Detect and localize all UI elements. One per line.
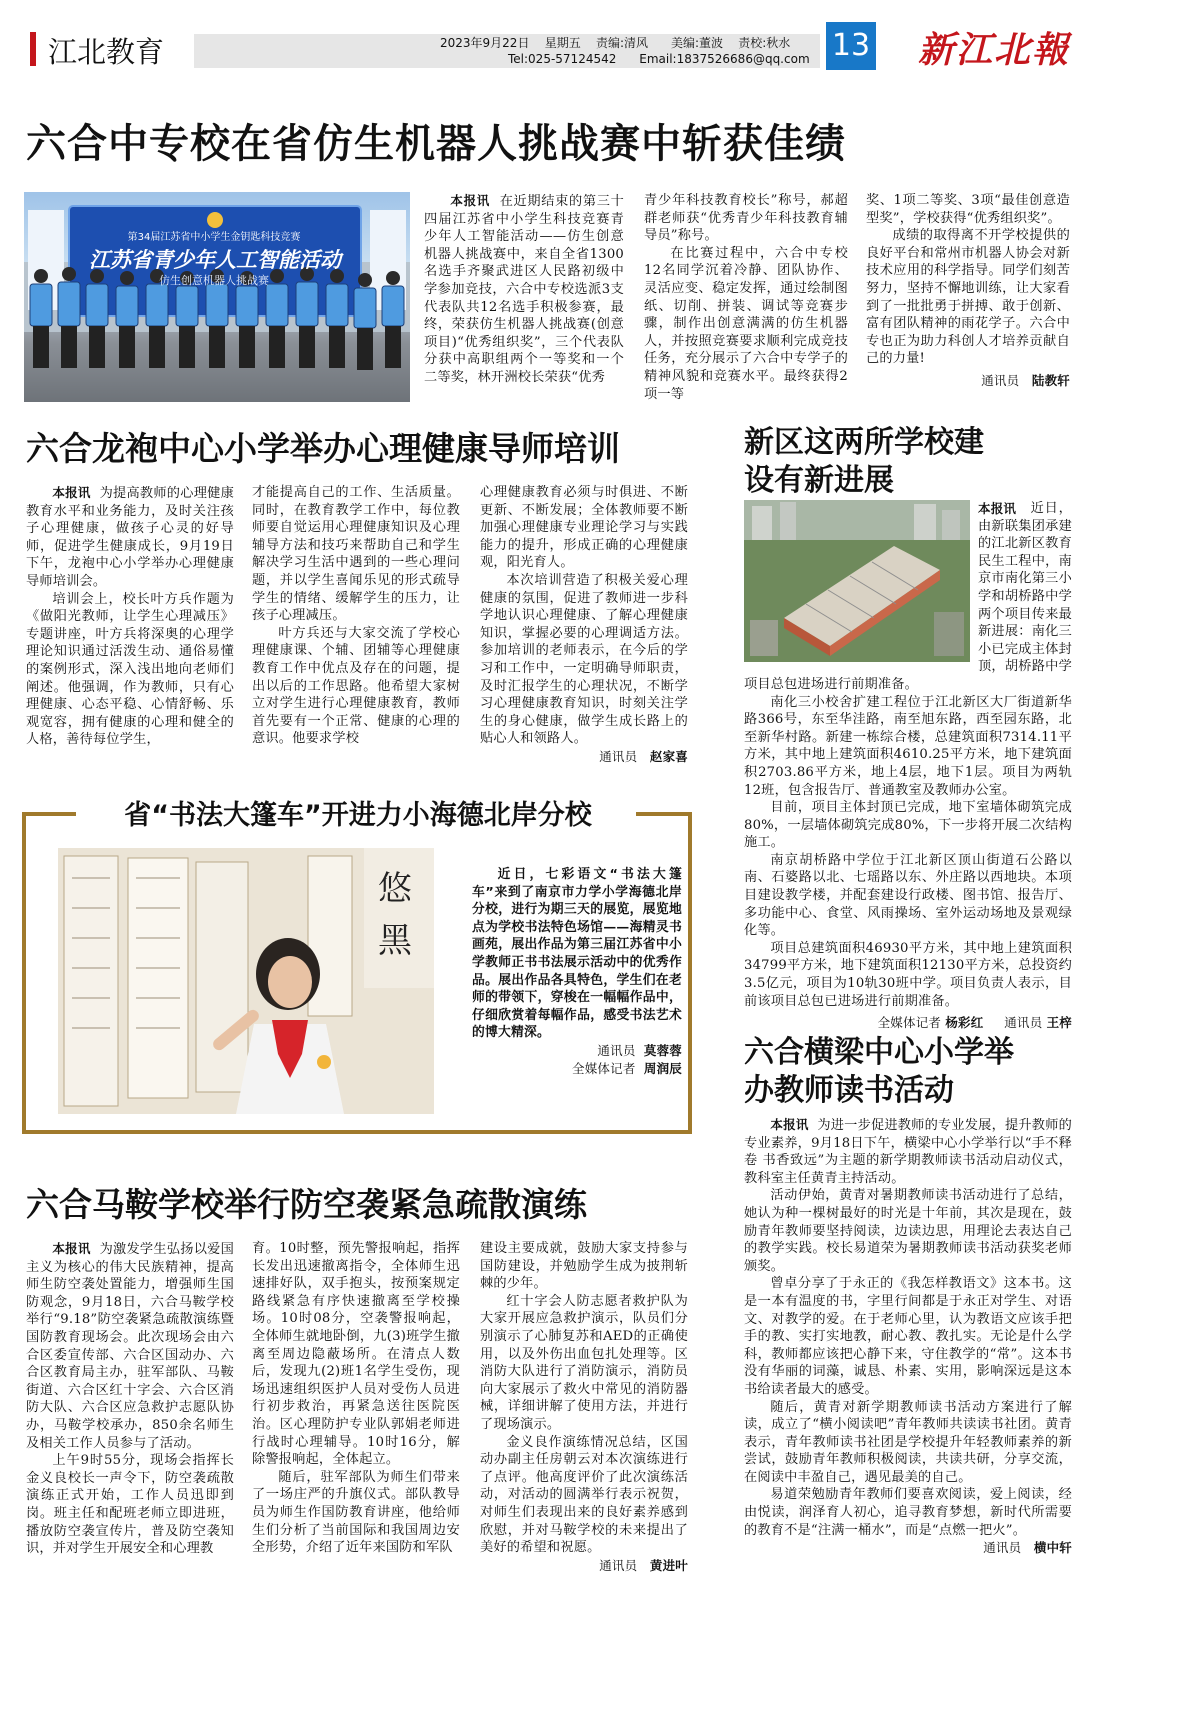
article2-text-1b: 培训会上，校长叶方兵作题为《做阳光教师，让学生心理减压》专题讲座，叶方兵将深奥的心理学理论知识通过活泼生动、通俗易懂的案例形式，深入浅出地向老师们阐述。他强调，作为教师，只有心理健康、心态平稳、心情舒畅、乐观宽容，拥有健康的心理和健全的人格，善待每位学生，: [26, 591, 234, 748]
article2-col3: [480, 484, 688, 766]
article4-byline-1: 通讯员 莫蓉蓉: [597, 1042, 682, 1058]
robot-team-photo: [24, 192, 410, 402]
article6-text-3c: 金义良作演练情况总结，区国动办副主任房朝云对本次演练进行了点评。他高度评价了此次演练活动，对活动的圆满举行表示祝贺，对师生们表现出来的良好素养感到欣慰，并对马鞍学校的未来提出了美好的希望和祝愿。: [480, 1434, 688, 1556]
art-editor: 美编:董波: [670, 36, 723, 50]
article1-text-3a: 奖、1项二等奖、3项“最佳创意造型奖”，学校获得“优秀组织奖”。: [866, 193, 1070, 226]
article1-text-2b: 在比赛过程中，六合中专校12名同学沉着冷静、团队协作、灵活应变、稳定发挥，通过绘制图纸、切削、拼装、调试等竞赛步骤，制作出创意满满的仿生机器人，并按照竞赛要求顺利完成竞技任务，充分展示了六合中专学子的精神风貌和竞赛水平。最终获得2项一等: [644, 245, 848, 402]
photo-banner-top: 第34届江苏省中小学生金钥匙科技竞赛: [127, 232, 301, 243]
photo-banner-sub: 仿生创意机器人挑战赛: [159, 274, 269, 287]
article3-p1: 南化三小校舍扩建工程位于江北新区大厂街道新华路366号，东至华洼路，南至旭东路，西至园东路，北至新华村路。新建一栋综合楼，总建筑面积7314.11平方米，其中地上建筑面积4610.25平方米，地下建筑面积2703.86平方米，地上4层，地下1层。项目为两轨12班，包含报告厅、普通教室及教师办公室。: [744, 694, 1072, 798]
article3-p2: 目前，项目主体封顶已完成，地下室墙体砌筑完成80%，一层墙体砌筑完成80%，下一步将开展二次结构施工。: [744, 800, 1072, 851]
article6-col3: [480, 1240, 688, 1574]
article2-text-1a: 为提高教师的心理健康教育水平和业务能力，及时关注孩子心理健康，做孩子心灵的好导师，促进学生健康成长，9月19日下午，龙袍中心小学举办心理健康导师培训会。: [26, 486, 234, 589]
article1-text-3b: 成绩的取得离不开学校提供的良好平台和常州市机器人协会对新技术应用的科学指导。同学们刻苦努力，坚持不懈地训练，让大家看到了一批批勇于拼搏、敢于创新、富有团队精神的雨花学子。六合中专也正为助力科创人才培养贡献自己的力量!: [866, 228, 1070, 367]
article5-p1: 活动伊始，黄青对暑期教师读书活动进行了总结，她认为种一棵树最好的时光是十年前，其次是现在，鼓励青年教师要坚持阅读，边读边思，用理论去表达自己的教学实践。校长易道荣为暑期教师读书活动获奖老师颁奖。: [744, 1188, 1072, 1274]
section-accent-bar: [30, 32, 36, 66]
article3-intro-wrap: [744, 500, 1072, 1032]
photo-banner-main: 江苏省青少年人工智能活动: [89, 248, 341, 272]
article6-text-3a: 建设主要成就，鼓励大家支持参与国防建设，并勉励学生成为披荆斩棘的少年。: [480, 1241, 688, 1292]
article2-text-3b: 本次培训营造了积极关爱心理健康的氛围，促进了教师进一步科学地认识心理健康、了解心理健康知识，掌握必要的心理调适方法。参加培训的老师表示，在今后的学习和工作中，一定明确导师职责，及时汇报学生的心理状况，不断学习心理健康教育知识，时刻关注学生的身心健康，做学生成长路上的贴心人和领路人。: [480, 572, 688, 747]
article3-p3: 南京胡桥路中学位于江北新区顶山街道石公路以南、石婆路以北、七瑶路以东、外庄路以西地块。本项目建设教学楼，并配套建设行政楼、图书馆、报告厅、多功能中心、食堂、风雨操场、室外运动场地及景观绿化等。: [744, 852, 1072, 939]
article6-text-1a: 为激发学生弘扬以爱国主义为核心的伟大民族精神，提高师生防空袭处置能力，增强师生国防观念，9月18日，六合马鞍学校举行“9.18”防空袭紧急疏散演练暨国防教育现场会。此次现场会由六合区委宣传部、六合区国动办、六合区教育局主办，驻军部队、马鞍街道、六合区红十字会、六合区消防大队、六合区应急救护志愿队协办，马鞍学校承办，850余名师生及相关工作人员参与了活动。: [26, 1242, 234, 1451]
article6-lead: 本报讯: [52, 1241, 91, 1256]
article1-byline: 通讯员 陆教轩: [981, 372, 1070, 388]
article6-text-1b: 上午9时55分，现场会指挥长金义良校长一声令下，防空袭疏散演练正式开始，工作人员迅即到岗。班主任和配班老师立即进班，播放防空袭宣传片，普及防空袭知识，并对学生开展安全和心理教: [26, 1453, 234, 1557]
article4-headline: 省“书法大篷车”开进力小海德北岸分校: [124, 800, 592, 831]
article1-text-1: 在近期结束的第三十四届江苏省中小学生科技竞赛青少年人工智能活动——仿生创意机器人挑战赛中，来自全省1300名选手齐聚武进区人民路初级中学参加竞技，六合中专校选派3支代表队共12名选手积极参赛，最终，荣获仿生机器人挑战赛(创意项目)“优秀组织奖”，三个代表队分获中高职组两个一等奖和一个二等奖，林开洲校长荣获“优秀: [424, 194, 624, 385]
article1-headline: 六合中专校在省仿生机器人挑战赛中斩获佳绩: [26, 121, 846, 167]
article5-headline: 六合横梁中心小学举办教师读书活动: [744, 1035, 1014, 1108]
article5-p4: 易道荣勉励青年教师们要喜欢阅读，爱上阅读，经由悦读，润泽育人初心，追寻教育梦想，新时代所需要的教育不是“注满一桶水”，而是“点燃一把火”。: [744, 1487, 1072, 1538]
article5-byline: 通讯员 横中轩: [983, 1540, 1072, 1556]
article6-text-2b: 随后，驻军部队为师生们带来了一场庄严的升旗仪式。部队教导员为师生作国防教育讲座，他给师生们分析了当前国际和我国周边安全形势，介绍了近年来国防和军队: [252, 1469, 460, 1556]
article2-col2: [252, 484, 460, 748]
article4-text: 近日，七彩语文“书法大篷车”来到了南京市力学小学海德北岸分校，进行为期三天的展览，展览地点为学校书法特色场馆——海精灵书画苑，展出作品为第三届江苏省中小学教师正书书法展示活动中的优秀作品。展出作品各具特色，学生们在老师的带领下，穿梭在一幅幅作品中，仔细欣赏着每幅作品，感受书法艺术的博大精深。: [472, 867, 682, 1041]
page-number: 13: [831, 28, 871, 63]
article5-body: [744, 1116, 1072, 1557]
svg-text:黑: 黑: [378, 921, 412, 961]
article1-lead: 本报讯: [450, 193, 490, 208]
article1-text-2a: 青少年科技教育校长”称号，郝超群老师获“优秀青少年科技教育辅导员”称号。: [644, 193, 848, 244]
article2-headline: 六合龙袍中心小学举办心理健康导师培训: [26, 429, 620, 468]
article3-byline: 全媒体记者 杨彩红 通讯员 王梓: [877, 1015, 1072, 1031]
robot-team-photo-art: [24, 192, 410, 402]
article6-text-3b: 红十字会人防志愿者救护队为大家开展应急救护演示，队员们分别演示了心肺复苏和AED的正确使用，以及外伤出血包扎处理等。区消防大队进行了消防演示，消防员向大家展示了救火中常见的消防器械，详细讲解了使用方法，并进行了现场演示。: [480, 1293, 688, 1432]
article6-col1: [26, 1240, 234, 1558]
article1-col2: [644, 192, 848, 403]
proofreader: 责校:秋水: [738, 36, 791, 50]
header-info-line2: [508, 52, 810, 66]
calligraphy-exhibition-photo: [58, 848, 434, 1114]
article5-lead: 本报讯: [770, 1117, 809, 1132]
section-title: 江北教育: [48, 35, 165, 69]
article6-text-2a: 育。10时整，预先警报响起，指挥长发出迅速撤离指令，全体师生迅速排好队，双手抱头，按预案规定路线紧急有序快速撤离至学校操场。10时08分，空袭警报响起，全体师生就地卧倒，九(3)班学生撤离至周边隐蔽场所。在清点人数后，发现九(2)班1名学生受伤，现场迅速组织医护人员对受伤人员进行初步救治，再紧急送往医院医治。区心理防护专业队郭娟老师进行战时心理辅导。10时16分，解除警报响起，全体起立。: [252, 1241, 460, 1468]
article1-col1: [424, 192, 624, 387]
article5-p0: 为进一步促进教师的专业发展，提升教师的专业素养，9月18日下午，横梁中心小学举行以“手不释卷 书香致远”为主题的新学期教师读书活动启动仪式，教科室主任黄青主持活动。: [744, 1118, 1072, 1186]
header-info-line1: [440, 36, 790, 50]
article2-text-2b: 叶方兵还与大家交流了学校心理健康课、个辅、团辅等心理健康教育工作中优点及存在的问题，提出以后的工作思路。他希望大家树立对学生进行心理健康教育，教师首先要有一个正常、健康的心理的意识。他要求学校: [252, 625, 460, 747]
masthead-logo: 新江北報: [918, 29, 1071, 71]
article6-byline: 通讯员 黄进叶: [599, 1557, 688, 1573]
issue-date: 2023年9月22日: [440, 36, 530, 50]
article6-headline: 六合马鞍学校举行防空袭紧急疏散演练: [26, 1185, 587, 1224]
article3-headline: 新区这两所学校建设有新进展: [744, 425, 984, 498]
article3-lead: 本报讯: [978, 501, 1017, 516]
article5-p2: 曾卓分享了于永正的《我怎样教语文》这本书。这是一本有温度的书，字里行间都是于永正对学生、对语文、对教学的爱。在于老师心里，认为教语文应该手把手的教、实打实地教，耐心教、教扎实。无论是什么学科，教师都应该把心静下来，守住教学的“常”。这本书没有华丽的词藻，诚恳、朴素、实用，影响深远是这本书给读者最大的感受。: [744, 1276, 1072, 1397]
article3-p4: 项目总建筑面积46930平方米，其中地上建筑面积34799平方米，地下建筑面积12130平方米，总投资约3.5亿元，项目为10轨30班中学。项目负责人表示，目前该项目总包已进场进行前期准备。: [744, 940, 1072, 1009]
article2-byline: 通讯员 赵家喜: [599, 748, 688, 764]
article4-body: [472, 866, 682, 1077]
article2-lead: 本报讯: [52, 485, 91, 500]
article2-text-3a: 心理健康教育必须与时俱进、不断更新、不断发展；全体教师要不断加强心理健康专业理论学习与实践能力的提升，形成正确的心理健康观，阳光育人。: [480, 485, 688, 571]
article6-col2: [252, 1240, 460, 1557]
article3-intro: 近日，由新联集团承建的江北新区教育民生工程中，南京市南化第三小学和胡桥路中学两个项目传来最新进展：南化三小已完成主体封顶，胡桥路中学项目总包进场进行前期准备。: [744, 501, 1072, 692]
editor: 责编:清风: [596, 36, 649, 50]
article5-p3: 随后，黄青对新学期教师读书活动方案进行了解读，成立了“横小阅读吧”青年教师共读读书社团。黄青表示，青年教师读书社团是学校提升年轻教师素养的新尝试，鼓励青年教师积极阅读，共读共研，分享交流，在阅读中丰盈自己，遇见最美的自己。: [744, 1399, 1072, 1485]
calligraphy-exhibition-photo-art: [58, 848, 434, 1114]
article2-text-2a: 才能提高自己的工作、生活质量。同时，在教育教学工作中，每位教师要自觉运用心理健康知识及心理辅导方法和技巧来帮助自己和学生解决学习生活中遇到的一些心理问题，并以学生喜闻乐见的形式疏导学生的情绪、缓解学生的压力，让孩子心理减压。: [252, 485, 460, 624]
contact-tel: Tel:025-57124542: [508, 52, 617, 66]
article1-col3: [866, 192, 1070, 390]
article2-col1: [26, 484, 234, 749]
issue-weekday: 星期五: [544, 36, 581, 50]
contact-email: Email:1837526686@qq.com: [639, 52, 810, 66]
article3-photo-float: [744, 500, 978, 674]
article4-byline-2: 全媒体记者 周润辰: [572, 1060, 682, 1076]
svg-text:悠: 悠: [378, 869, 412, 909]
